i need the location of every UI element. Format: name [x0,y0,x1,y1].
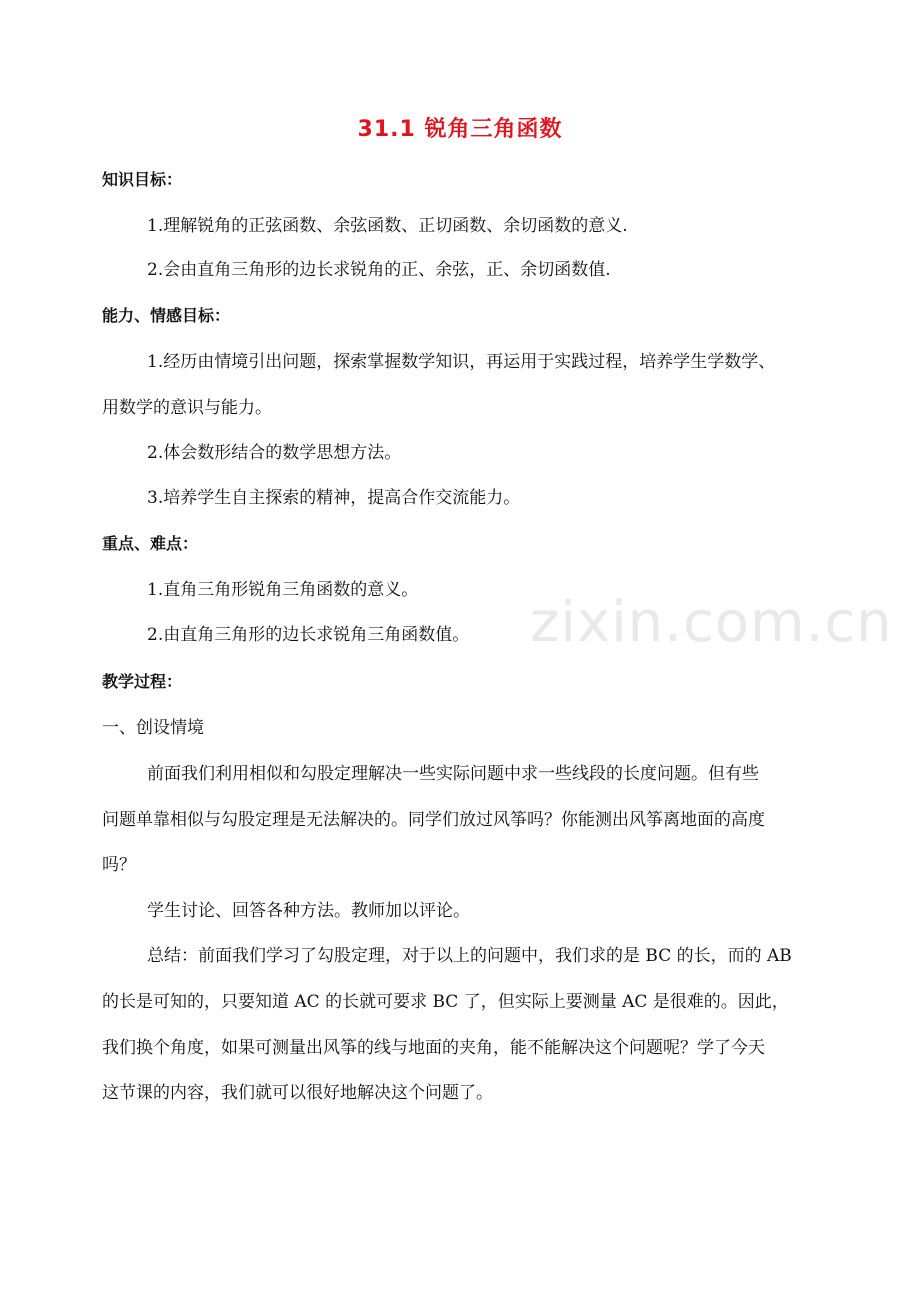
paragraph-3-line-4: 这节课的内容，我们就可以很好地解决这个问题了。 [102,1083,493,1103]
paragraph-1-line-2: 问题单靠相似与勾股定理是无法解决的。同学们放过风筝吗？你能测出风筝离地面的高度 [102,810,765,830]
ability-item-1-cont: 用数学的意识与能力。 [102,398,272,418]
section-heading-keypoints: 重点、难点： [102,534,199,553]
knowledge-item-2: 2.会由直角三角形的边长求锐角的正、余弦，正、余切函数值. [147,260,611,280]
section-heading-ability: 能力、情感目标： [102,306,231,325]
ability-item-3: 3.培养学生自主探索的精神，提高合作交流能力。 [147,488,521,508]
keypoint-item-2: 2.由直角三角形的边长求锐角三角函数值。 [147,625,470,645]
paragraph-1-line-3: 吗？ [102,855,136,875]
document-title: 31.1 锐角三角函数 [357,117,563,142]
section-heading-knowledge: 知识目标： [102,170,183,189]
keypoint-item-1: 1.直角三角形锐角三角函数的意义。 [147,580,419,600]
ability-item-2: 2.体会数形结合的数学思想方法。 [147,443,402,463]
ability-item-1: 1.经历由情境引出问题，探索掌握数学知识，再运用于实践过程，培养学生学数学、 [147,352,776,372]
paragraph-3-line-2: 的长是可知的，只要知道 AC 的长就可要求 BC 了，但实际上要测量 AC 是很难的。因此， [102,992,789,1012]
paragraph-3-line-1: 总结：前面我们学习了勾股定理，对于以上的问题中，我们求的是 BC 的长，而的 AB [147,946,792,966]
process-subheading: 一、创设情境 [102,718,204,738]
watermark: zixin.com.cn [530,590,893,655]
section-heading-process: 教学过程： [102,672,183,691]
knowledge-item-1: 1.理解锐角的正弦函数、余弦函数、正切函数、余切函数的意义. [147,216,628,236]
paragraph-1-line-1: 前面我们利用相似和勾股定理解决一些实际问题中求一些线段的长度问题。但有些 [147,764,759,784]
paragraph-2: 学生讨论、回答各种方法。教师加以评论。 [147,901,470,921]
paragraph-3-line-3: 我们换个角度，如果可测量出风筝的线与地面的夹角，能不能解决这个问题呢？学了今天 [102,1038,765,1058]
